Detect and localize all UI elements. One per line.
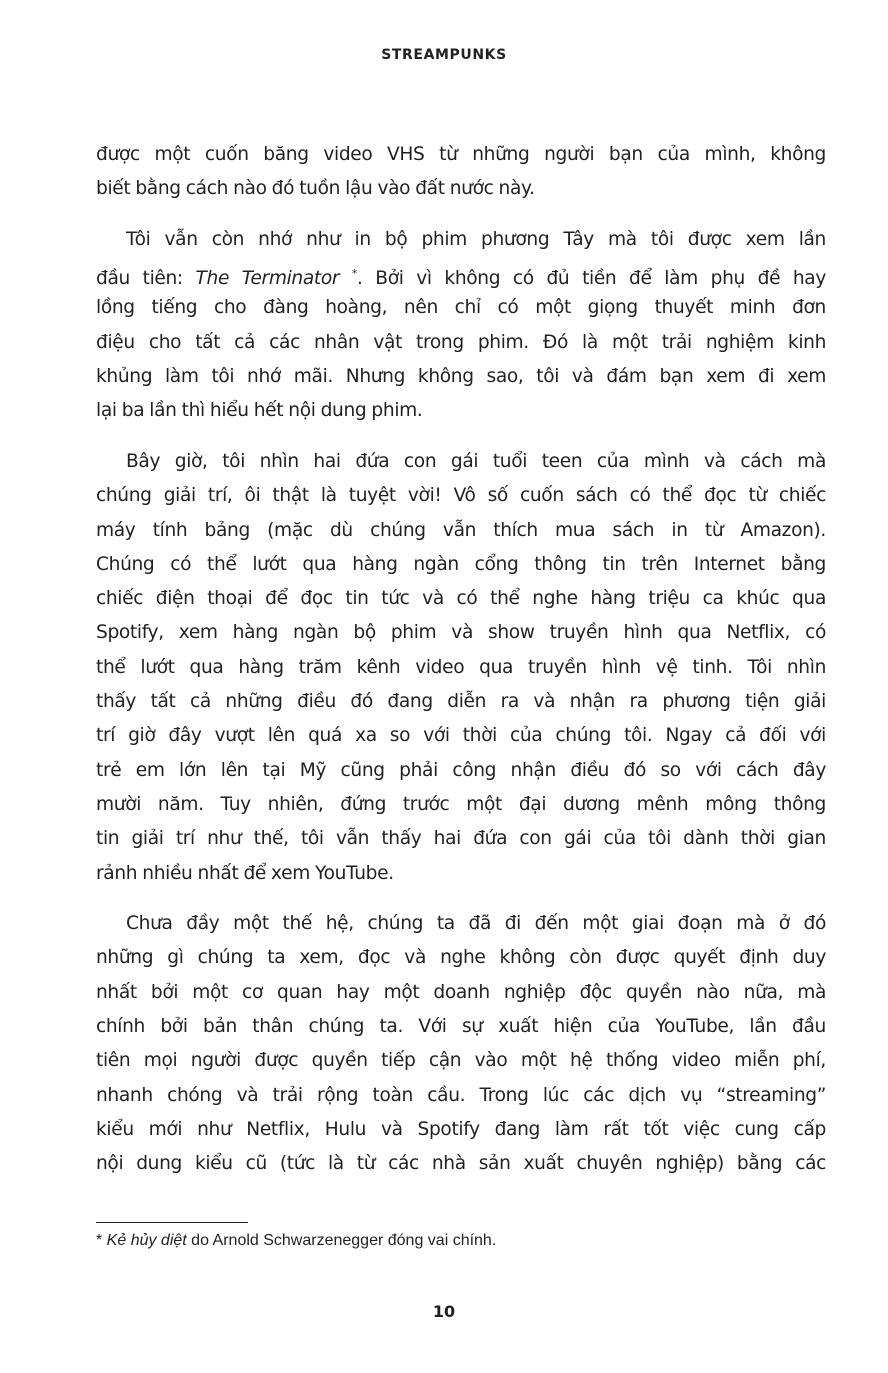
text-line: thể lướt qua hàng trăm kênh video qua truyền hình vệ tinh. Tôi nhìn [96, 656, 826, 678]
text-line: thấy tất cả những điều đó đang diễn ra và nhận ra phương tiện giải [96, 691, 826, 713]
text-fragment: . Bởi vì không có đủ tiền để làm phụ đề hay [357, 268, 827, 290]
running-header: STREAMPUNKS [381, 47, 507, 63]
footnote-divider [96, 1222, 248, 1223]
text-line: Tôi vẫn còn nhớ như in bộ phim phương Tây mà tôi được xem lần [126, 228, 826, 250]
text-line: chúng giải trí, ôi thật là tuyệt vời! Vô số cuốn sách có thể đọc từ chiếc [96, 485, 826, 507]
text-line: mười năm. Tuy nhiên, đứng trước một đại dương mênh mông thông [96, 793, 826, 815]
text-line: chính bởi bản thân chúng ta. Với sự xuất hiện của YouTube, lần đầu [96, 1016, 826, 1038]
text-line: Chưa đầy một thế hệ, chúng ta đã đi đến một giai đoạn mà ở đó [126, 913, 826, 935]
text-line: lồng tiếng cho đàng hoàng, nên chỉ có một giọng thuyết minh đơn [96, 297, 826, 319]
text-line: biết bằng cách nào đó tuồn lậu vào đất nước này. [96, 178, 535, 200]
text-line: những gì chúng ta xem, đọc và nghe không còn được quyết định duy [96, 947, 826, 969]
text-line: chiếc điện thoại để đọc tin tức và có thể nghe hàng triệu ca khúc qua [96, 588, 826, 610]
text-line: Chúng có thể lướt qua hàng ngàn cổng thông tin trên Internet bằng [96, 553, 826, 575]
text-line [96, 257, 826, 291]
text-line: trí giờ đây vượt lên quá xa so với thời của chúng tôi. Ngay cả đối với [96, 725, 826, 747]
text-line: lại ba lần thì hiểu hết nội dung phim. [96, 400, 423, 422]
text-line: Bây giờ, tôi nhìn hai đứa con gái tuổi teen của mình và cách mà [126, 450, 826, 472]
text-line: nhất bởi một cơ quan hay một doanh nghiệp độc quyền nào nữa, mà [96, 981, 826, 1003]
text-fragment: đầu tiên: [96, 268, 196, 290]
text-line: rảnh nhiều nhất để xem YouTube. [96, 862, 394, 884]
text-line: khủng làm tôi nhớ mãi. Nhưng không sao, tôi và đám bạn xem đi xem [96, 366, 826, 388]
footnote-title: Kẻ hủy diệt [106, 1232, 187, 1249]
footnote-marker: * [351, 267, 358, 281]
film-title: The Terminator [195, 268, 340, 290]
text-line: tiên mọi người được quyền tiếp cận vào một hệ thống video miễn phí, [96, 1050, 826, 1072]
footnote [96, 1232, 496, 1250]
text-line: Spotify, xem hàng ngàn bộ phim và show truyền hình qua Netflix, có [96, 622, 826, 644]
footnote-marker: * [96, 1232, 107, 1249]
text-line: trẻ em lớn lên tại Mỹ cũng phải công nhận điều đó so với cách đây [96, 759, 826, 781]
text-line: máy tính bảng (mặc dù chúng vẫn thích mua sách in từ Amazon). [96, 519, 826, 541]
text-line: tin giải trí như thế, tôi vẫn thấy hai đứa con gái của tôi dành thời gian [96, 828, 826, 850]
footnote-text: do Arnold Schwarzenegger đóng vai chính. [186, 1232, 497, 1249]
text-line: điệu cho tất cả các nhân vật trong phim. Đó là một trải nghiệm kinh [96, 331, 826, 353]
text-line: nhanh chóng và trải rộng toàn cầu. Trong lúc các dịch vụ “streaming” [96, 1084, 826, 1106]
body-text [96, 138, 826, 1182]
text-line: được một cuốn băng video VHS từ những người bạn của mình, không [96, 144, 826, 165]
text-line: kiểu mới như Netflix, Hulu và Spotify đang làm rất tốt việc cung cấp [96, 1118, 826, 1140]
page-number: 10 [432, 1302, 456, 1321]
text-line: nội dung kiểu cũ (tức là từ các nhà sản xuất chuyên nghiệp) bằng các [96, 1153, 826, 1175]
